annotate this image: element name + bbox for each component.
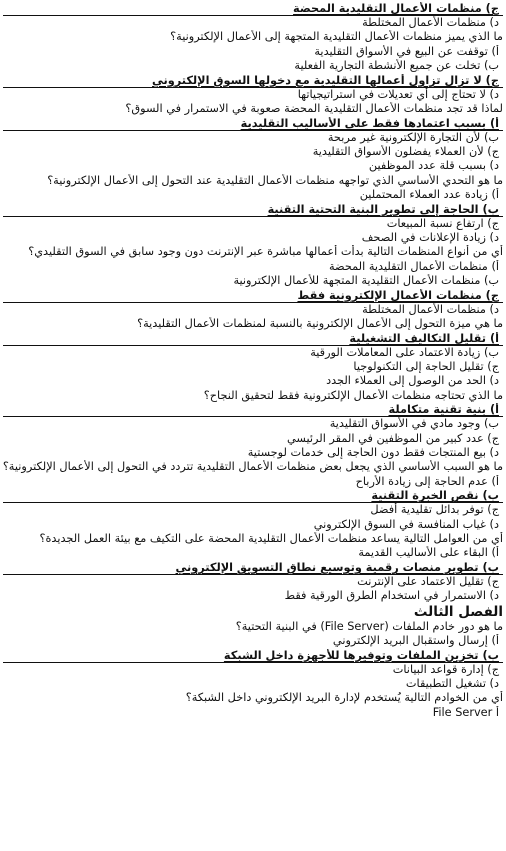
answer-option [3,88,503,102]
answer-option-marked [3,74,503,88]
answer-option-text: د) تشغيل التطبيقات [405,677,499,690]
question-line-text: أي من الخوادم التالية يُستخدم لإدارة البريد الإلكتروني داخل الشبكة؟ [185,691,503,705]
answer-option-text: ج) توفر بدائل تقليدية أفضل [370,503,499,517]
answer-option-marked [3,332,503,346]
answer-option-text: أ) زيادة عدد العملاء المحتملين [359,188,499,202]
answer-option [3,634,503,648]
answer-option [3,59,503,73]
question-line-text: ما هو التحدي الأساسي الذي تواجهه منظمات الأعمال التقليدية عند التحول إلى الأعمال الإلكترونية؟ [47,173,503,187]
answer-option-marked-text: أ) تقليل التكاليف التشغيلية [349,331,499,345]
question-line-text: ما هي ميزة التحول إلى الأعمال الإلكترونية بالنسبة لمنظمات الأعمال التقليدية؟ [137,317,503,331]
answer-option-marked [3,649,503,663]
question-line [3,460,503,474]
answer-option-text: ب) تخلت عن جميع الأنشطة التجارية الفعلية [294,59,499,73]
answer-option [3,677,503,691]
answer-option [3,575,503,589]
answer-option-text: أ) منظمات الأعمال التقليدية المحضة [329,259,499,273]
answer-option-text: د) زيادة الإعلانات في الصحف [361,231,499,245]
answer-option [3,432,503,446]
answer-option [3,159,503,173]
answer-option-marked [3,117,503,131]
answer-option [3,518,503,532]
question-line-text: ما الذي يميز منظمات الأعمال التقليدية المتجهة إلى الأعمال الإلكترونية؟ [170,30,503,44]
answer-option [3,546,503,560]
answer-option-marked-text: ب) الحاجة إلى تطوير البنية التحتية التقنية [267,202,499,216]
answer-option [3,663,503,677]
answer-option [3,360,503,374]
answer-option-marked [3,2,503,16]
answer-option-marked-text: ج) لا تزال تزاول أعمالها التقليدية مع دخولها السوق الإلكتروني [152,73,499,87]
question-line [3,620,503,634]
answer-option [3,475,503,489]
answer-option-text: أ) عدم الحاجة إلى زيادة الأرباح [355,474,499,488]
question-line [3,245,503,259]
answer-option-marked [3,203,503,217]
question-line-text: ما الذي تحتاجه منظمات الأعمال الإلكترونية فقط لتحقيق النجاح؟ [203,388,503,402]
answer-option [3,303,503,317]
answer-option [3,217,503,231]
answer-option-text: ب) منظمات الأعمال التقليدية المتجهة للأعمال الإلكترونية [233,274,499,288]
answer-option-text: أ) إرسال واستقبال البريد الإلكتروني [332,634,499,648]
chapter-heading-text: الفصل الثالث [413,603,503,620]
answer-option-marked [3,489,503,503]
answer-option-marked-text: ب) تطوير منصات رقمية وتوسيع نطاق التسويق الإلكتروني [175,560,499,574]
question-line [3,389,503,403]
chapter-heading [3,604,503,620]
answer-option-text: أ File Server [432,705,499,719]
answer-option-marked [3,289,503,303]
question-line-text: أي من العوامل التالية يساعد منظمات الأعمال التقليدية المحضة على التكيف مع بيئة العمل الجديدة؟ [39,532,503,546]
question-line [3,691,503,705]
answer-option-text: د) بسبب قلة عدد الموظفين [368,159,499,173]
answer-option-text: ج) إدارة قواعد البيانات [392,662,499,676]
answer-option-marked-text: أ) بسبب اعتمادها فقط على الأساليب التقليدية [240,116,499,130]
answer-option [3,503,503,517]
answer-option [3,374,503,388]
answer-option-text: أ) البقاء على الأساليب القديمة [358,546,499,560]
answer-option [3,45,503,59]
question-line-text: ما هو دور خادم الملفات (File Server) في البنية التحتية؟ [235,619,503,633]
answer-option-marked-text: ب) تخزين الملفات وتوفيرها للأجهزة داخل الشبكة [223,648,499,662]
question-line-text: لماذا قد تجد منظمات الأعمال التقليدية المحضة صعوبة في الاستمرار في السوق؟ [125,102,503,116]
answer-option-text: د) الاستمرار في استخدام الطرق الورقية فقط [284,589,499,603]
answer-option-text: ب) لأن التجارة الإلكترونية غير مربحة [327,130,499,144]
answer-option-marked [3,561,503,575]
answer-option-text: د) منظمات الأعمال المختلطة [362,16,499,30]
question-line [3,102,503,116]
answer-option [3,706,503,720]
answer-option [3,417,503,431]
answer-option-marked-text: ج) منظمات الأعمال التقليدية المحضة [293,2,499,15]
answer-option-marked-text: ب) نقص الخبرة التقنية [371,489,499,503]
answer-option [3,260,503,274]
answer-option-text: ب) وجود مادي في الأسواق التقليدية [329,417,499,431]
answer-option-text: ب) زيادة الاعتماد على المعاملات الورقية [310,345,499,359]
answer-option-text: د) منظمات الأعمال المختلطة [362,302,499,316]
answer-option-text: ج) تقليل الحاجة إلى التكنولوجيا [353,359,499,373]
answer-option [3,446,503,460]
question-line-text: أي من أنواع المنظمات التالية بدأت أعمالها مباشرة عبر الإنترنت دون وجود سابق في السوق التقليدي؟ [28,245,503,259]
answer-option-text: د) غياب المنافسة في السوق الإلكتروني [313,517,499,531]
answer-option-text: أ) توقفت عن البيع في الأسواق التقليدية [314,44,499,58]
answer-option-marked [3,403,503,417]
answer-option-text: ج) ارتفاع نسبة المبيعات [386,216,499,230]
answer-option [3,589,503,603]
answer-option [3,131,503,145]
question-line [3,174,503,188]
answer-option-text: ج) تقليل الاعتماد على الإنترنت [357,574,499,588]
question-line-text: ما هو السبب الأساسي الذي يجعل بعض منظمات الأعمال التقليدية تتردد في التحول إلى الأعمال الإلكترونية؟ [3,460,503,474]
answer-option [3,188,503,202]
answer-option-text: د) الحد من الوصول إلى العملاء الجدد [326,374,499,388]
answer-option-text: ج) عدد كبير من الموظفين في المقر الرئيسي [286,431,499,445]
answer-option-text: د) بيع المنتجات فقط دون الحاجة إلى خدمات لوجستية [247,446,499,460]
question-line [3,532,503,546]
answer-option [3,231,503,245]
question-line [3,317,503,331]
answer-option [3,145,503,159]
answer-option-text: د) لا تحتاج إلى أي تعديلات في استراتيجياتها [297,87,499,101]
answer-option [3,346,503,360]
answer-option-marked-text: أ) بنية تقنية متكاملة [388,403,499,417]
answer-option [3,16,503,30]
answer-option [3,274,503,288]
answer-option-text: ج) لأن العملاء يفضلون الأسواق التقليدية [312,145,499,159]
question-line [3,30,503,44]
answer-option-marked-text: ج) منظمات الأعمال الإلكترونية فقط [297,288,499,302]
